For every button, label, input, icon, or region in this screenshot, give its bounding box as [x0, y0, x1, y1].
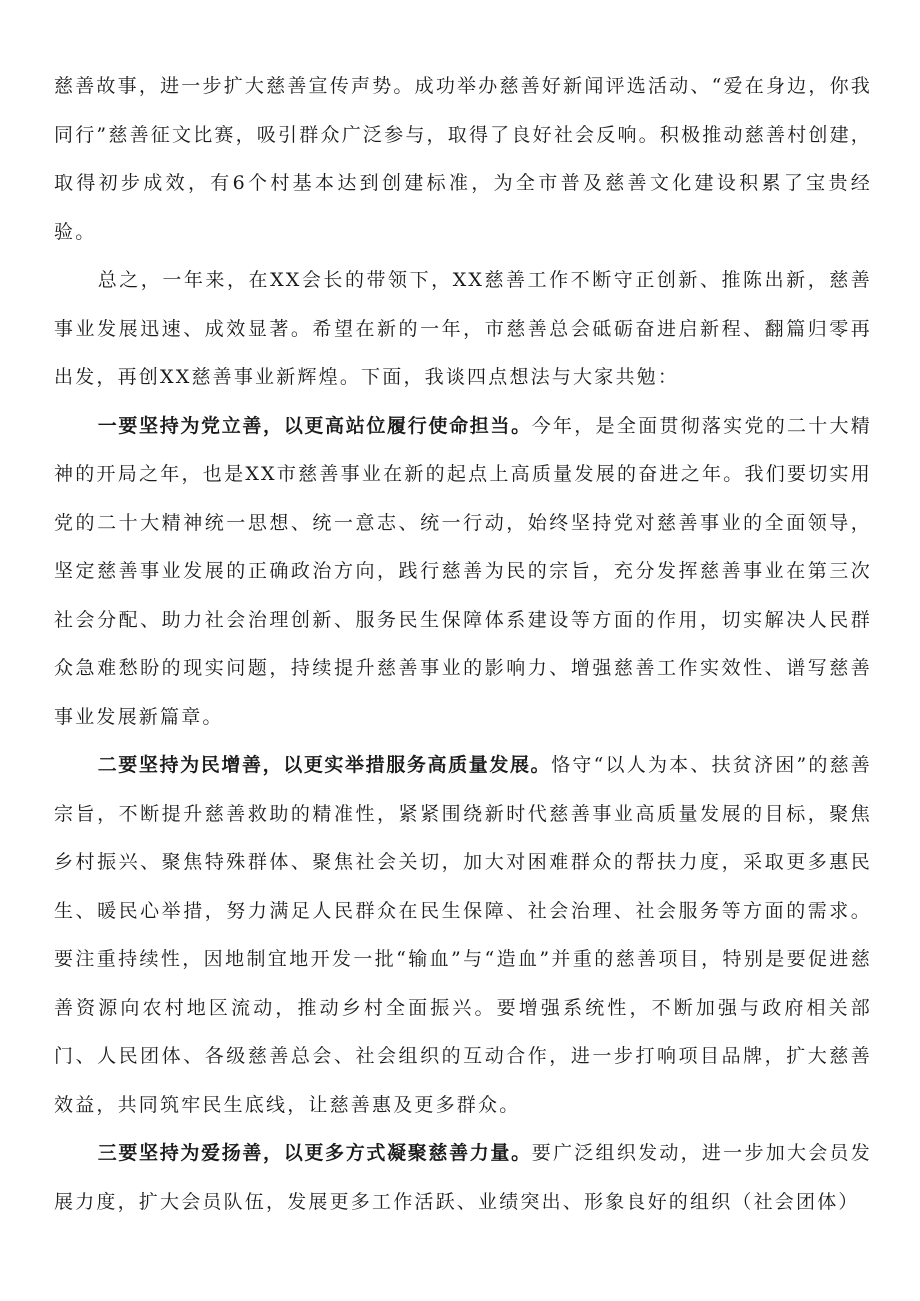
paragraph-4-heading: 二要坚持为民增善，以更实举措服务高质量发展。 [97, 754, 552, 776]
paragraph-5-heading: 三要坚持为爱扬善，以更多方式凝聚慈善力量。 [97, 1142, 532, 1164]
paragraph-3 [54, 402, 872, 742]
paragraph-4-text: 恪守“以人为本、扶贫济困”的慈善宗旨，不断提升慈善救助的精准性，紧紧围绕新时代慈善事业高质量发展的目标，聚焦乡村振兴、聚焦特殊群体、聚焦社会关切，加大对困难群众的帮扶力度，采取更多惠民生、暖民心举措，努力满足人民群众在民生保障、社会治理、社会服务等方面的需求。要注重持续性，因地制宜地开发一批“输血”与“造血”并重的慈善项目，特别是要促进慈善资源向农村地区流动，推动乡村全面振兴。要增强系统性，不断加强与政府相关部门、人民团体、各级慈善总会、社会组织的互动合作，进一步打响项目品牌，扩大慈善效益，共同筑牢民生底线，让慈善惠及更多群众。 [54, 754, 872, 1116]
paragraph-3-text: 今年，是全面贯彻落实党的二十大精神的开局之年，也是XX市慈善事业在新的起点上高质量发展的奋进之年。我们要切实用党的二十大精神统一思想、统一意志、统一行动，始终坚持党对慈善事业的全面领导，坚定慈善事业发展的正确政治方向，践行慈善为民的宗旨，充分发挥慈善事业在第三次社会分配、助力社会治理创新、服务民生保障体系建设等方面的作用，切实解决人民群众急难愁盼的现实问题，持续提升慈善事业的影响力、增强慈善工作实效性、谱写慈善事业发展新篇章。 [54, 414, 872, 728]
paragraph-1 [54, 62, 872, 256]
paragraph-5-text: 要广泛组织发动，进一步加大会员发展力度，扩大会员队伍，发展更多工作活跃、业绩突出、形象良好的组织（社会团体） [54, 1142, 872, 1213]
paragraph-3-heading: 一要坚持为党立善，以更高站位履行使命担当。 [97, 414, 532, 437]
paragraph-4 [54, 741, 872, 1129]
paragraph-1-text: 慈善故事，进一步扩大慈善宣传声势。成功举办慈善好新闻评选活动、“爱在身边，你我同行”慈善征文比赛，吸引群众广泛参与，取得了良好社会反响。积极推动慈善村创建，取得初步成效，有6个村基本达到创建标准，为全市普及慈善文化建设积累了宝贵经验。 [54, 75, 872, 243]
paragraph-2-text: 总之，一年来，在XX会长的带领下，XX慈善工作不断守正创新、推陈出新，慈善事业发展迅速、成效显著。希望在新的一年，市慈善总会砥砺奋进启新程、翻篇归零再出发，再创XX慈善事业新辉煌。下面，我谈四点想法与大家共勉： [54, 269, 872, 388]
document-page [54, 62, 872, 1226]
paragraph-5 [54, 1129, 872, 1226]
paragraph-2 [54, 256, 872, 402]
